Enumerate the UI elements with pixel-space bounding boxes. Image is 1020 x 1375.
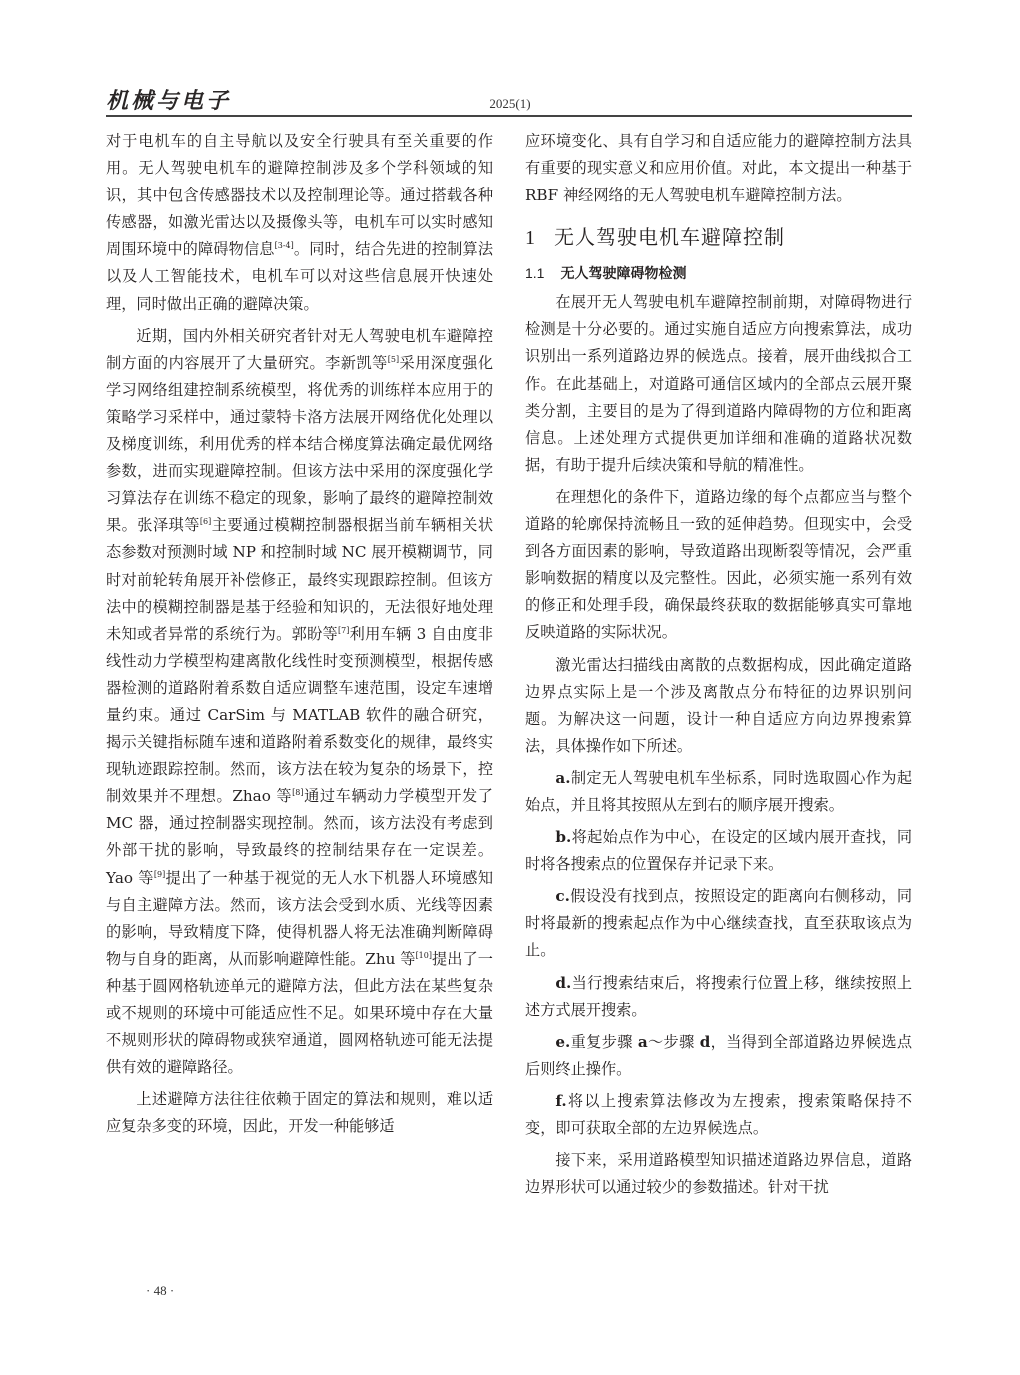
step-item: f.将以上搜索算法修改为左搜索，搜索策略保持不变，即可获取全部的左边界候选点。 (525, 1091, 912, 1137)
step-item: e.重复步骤 a～步骤 d，当得到全部道路边界候选点后则终止操作。 (525, 1032, 913, 1078)
paragraph: 对于电机车的自主导航以及安全行驶具有至关重要的作用。无人驾驶电机车的避障控制涉及多个学科领域的知识，其中包含传感器技术以及控制理论等。通过搭载各种传感器，如激光雷达以及摄像头等，电机车可以实时感知周围环境中的障碍物信息[3-4]。同时，结合先进的控制算法以及人工智能技术，电机车可以对这些信息展开快速处理，同时做出正确的避障决策。 (106, 132, 493, 313)
subsection-heading (525, 260, 912, 287)
issue-number: 2025(1) (489, 96, 531, 111)
step-item: c.假设没有找到点，按照设定的距离向右侧移动，同时将最新的搜索起点作为中心继续查找，直至获取该点为止。 (525, 887, 912, 960)
step-item: a.制定无人驾驶电机车坐标系，同时选取圆心作为起始点，并且将其按照从左到右的顺序展开搜索。 (525, 768, 912, 814)
paragraph: 上述避障方法往往依赖于固定的算法和规则，难以适应复杂多变的环境，因此，开发一种能够适 (106, 1090, 493, 1136)
subsection-number: 1.1 (525, 265, 545, 282)
step-label: c. (555, 887, 570, 906)
paragraph: 接下来，采用道路模型知识描述道路边界信息，道路边界形状可以通过较少的参数描述。针对干扰 (525, 1151, 912, 1197)
step-label: e. (555, 1032, 571, 1051)
citation: [10] (415, 950, 432, 960)
paragraph: 在理想化的条件下，道路边缘的每个点都应当与整个道路的轮廓保持流畅且一致的延伸趋势。但现实中，会受到各方面因素的影响，导致道路出现断裂等情况，会严重影响数据的精度以及完整性。因此，必须实施一系列有效的修正和处理手段，确保最终获取的数据能够真实可靠地反映道路的实际状况。 (525, 487, 912, 642)
citation: [3-4] (274, 241, 294, 251)
subsection-title: 无人驾驶障碍物检测 (560, 266, 687, 283)
step-item: d.当行搜索结束后，将搜索行位置上移，继续按照上述方式展开搜索。 (525, 973, 912, 1019)
left-column (106, 128, 493, 1140)
right-column (525, 128, 912, 1201)
citation: [5] (387, 354, 400, 364)
section-number: 1 (525, 227, 536, 250)
step-item: b.将起始点作为中心，在设定的区域内展开查找，同时将各搜索点的位置保存并记录下来。 (525, 828, 912, 874)
citation: [7] (338, 625, 350, 635)
section-title: 无人驾驶电机车避障控制 (554, 225, 785, 250)
paragraph: 在展开无人驾驶电机车避障控制前期，对障碍物进行检测是十分必要的。通过实施自适应方向搜索算法，成功识别出一系列道路边界的候选点。接着，展开曲线拟合工作。在此基础上，对道路可通信区域内的全部点云展开聚类分割，主要目的是为了得到道路内障碍物的方位和距离信息。上述处理方式提供更加详细和准确的道路状况数据，有助于提升后续决策和导航的精准性。 (525, 293, 912, 474)
page-number: · 48 · (146, 1283, 175, 1298)
citation: [6] (199, 517, 212, 527)
citation: [9] (153, 869, 166, 879)
step-label: f. (555, 1091, 567, 1110)
paragraph: 激光雷达扫描线由离散的点数据构成，因此确定道路边界点实际上是一个涉及离散点分布特征的边界识别问题。为解决这一问题，设计一种自适应方向边界搜索算法，具体操作如下所述。 (525, 655, 912, 755)
step-label: a. (555, 768, 571, 787)
citation: [8] (292, 788, 304, 798)
header-rule (106, 115, 912, 117)
step-label: d. (555, 973, 572, 992)
journal-logo: 机械与电子 (106, 88, 232, 114)
section-heading (525, 221, 912, 254)
paragraph: 应环境变化、具有自学习和自适应能力的避障控制方法具有重要的现实意义和应用价值。对此，本文提出一种基于 RBF 神经网络的无人驾驶电机车避障控制方法。 (525, 132, 912, 205)
paragraph: 近期，国内外相关研究者针对无人驾驶电机车避障控制方面的内容展开了大量研究。李新凯等[5]采用深度强化学习网络组建控制系统模型，将优秀的训练样本应用于的策略学习采样中，通过蒙特卡洛方法展开网络优化处理以及梯度训练，利用优秀的样本结合梯度算法确定最优网络参数，进而实现避障控制。但该方法中采用的深度强化学习算法存在训练不稳定的现象，影响了最终的避障控制效果。张泽琪等[6]主要通过模糊控制器根据当前车辆相关状态参数对预测时域 NP 和控制时域 NC 展开模糊调节，同时对前轮转角展开补偿修正，最终实现跟踪控制。但该方法中的模糊控制器是基于经验和知识的，无法很好地处理未知或者异常的系统行为。郭盼等[7]利用车辆 3 自由度非线性动力学模型构建离散化线性时变预测模型，根据传感器检测的道路附着系数自适应调整车速范围，设定车速增量约束。通过 CarSim 与 MATLAB 软件的融合研究，揭示关键指标随车速和道路附着系数变化的规律，最终实现轨迹跟踪控制。然而，该方法在较为复杂的场景下，控制效果并不理想。Zhao 等[8]通过车辆动力学模型开发了 MC 器，通过控制器实现控制。然而，该方法没有考虑到外部干扰的影响，导致最终的控制结果存在一定误差。Yao 等[9]提出了一种基于视觉的无人水下机器人环境感知与自主避障方法。然而，该方法会受到水质、光线等因素的影响，导致精度下降，使得机器人将无法准确判断障碍物与自身的距离，从而影响避障性能。Zhu 等[10]提出了一种基于圆网格轨迹单元的避障方法，但此方法在某些复杂或不规则的环境中可能适应性不足。如果环境中存在大量不规则形状的障碍物或狭窄通道，圆网格轨迹可能无法提供有效的避障路径。 (106, 326, 494, 1077)
step-label: b. (555, 828, 572, 847)
